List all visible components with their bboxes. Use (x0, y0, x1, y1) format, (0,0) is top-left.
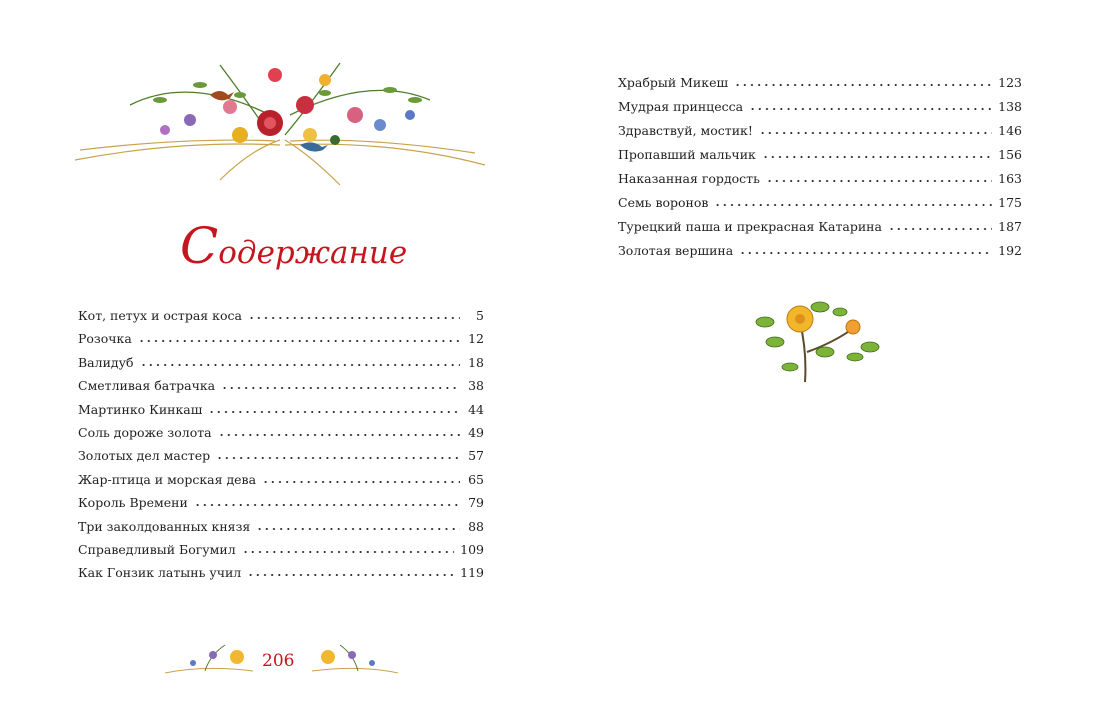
toc-entry[interactable] (618, 171, 1022, 195)
dot-leader (734, 77, 992, 87)
toc-entry-title: Валидуб (78, 354, 134, 370)
toc-entry-page: 49 (468, 424, 484, 440)
toc-entry-page: 123 (998, 75, 1022, 90)
toc-entry-title: Соль дороже золота (78, 424, 212, 440)
toc-entry-page: 109 (460, 541, 484, 557)
toc-entry-page: 5 (476, 308, 484, 323)
toc-entry[interactable] (78, 519, 484, 542)
heading-rest: одержание (218, 235, 408, 271)
dot-leader (140, 357, 461, 367)
toc-entry[interactable] (618, 219, 1022, 243)
dot-leader (759, 125, 992, 135)
page-heading (180, 217, 408, 275)
toc-entry-page: 119 (460, 565, 484, 581)
dot-leader (216, 450, 460, 460)
toc-entry[interactable] (78, 448, 484, 471)
toc-entry-title: Жар-птица и морская дева (78, 471, 257, 487)
toc-entry-page: 65 (468, 471, 484, 487)
toc-entry-page: 192 (998, 243, 1022, 258)
toc-entry-title: Семь воронов (618, 195, 709, 210)
toc-entry-page: 138 (998, 99, 1022, 114)
dot-leader (762, 149, 992, 159)
toc-entry-page: 175 (998, 195, 1022, 210)
toc-entry-page: 146 (998, 123, 1022, 138)
toc-entry[interactable] (78, 542, 484, 565)
toc-entry-page: 18 (468, 354, 484, 370)
toc-entry-title: Храбрый Микеш (618, 75, 729, 90)
toc-entry-title: Три заколдованных князя (78, 518, 251, 534)
dot-leader (248, 310, 460, 320)
toc-entry-title: Золотых дел мастер (78, 448, 211, 464)
dot-leader (714, 197, 992, 207)
toc-entry-page: 57 (468, 448, 484, 464)
dot-leader (888, 221, 992, 231)
toc-left-column (78, 308, 484, 589)
dot-leader (247, 567, 454, 577)
toc-entry-page: 12 (468, 331, 484, 347)
toc-entry-title: Король Времени (78, 495, 188, 511)
toc-entry[interactable] (618, 195, 1022, 219)
toc-entry-title: Здравствуй, мостик! (618, 123, 753, 138)
toc-entry[interactable] (78, 495, 484, 518)
toc-entry-page: 156 (998, 147, 1022, 162)
toc-entry-title: Розочка (78, 331, 132, 347)
toc-entry[interactable] (618, 75, 1022, 99)
toc-entry[interactable] (78, 331, 484, 354)
toc-entry-page: 163 (998, 171, 1022, 186)
dot-leader (256, 521, 460, 531)
toc-entry[interactable] (78, 308, 484, 331)
dot-leader (262, 474, 460, 484)
floral-header-illustration (70, 45, 490, 190)
dot-leader (194, 497, 460, 507)
toc-entry-page: 187 (998, 219, 1022, 234)
toc-entry[interactable] (78, 472, 484, 495)
dot-leader (749, 101, 992, 111)
page-number: 206 (262, 651, 295, 671)
dot-leader (138, 333, 460, 343)
dot-leader (218, 427, 460, 437)
toc-entry[interactable] (618, 243, 1022, 267)
dot-leader (766, 173, 992, 183)
toc-entry[interactable] (78, 565, 484, 588)
toc-entry-page: 88 (468, 518, 484, 534)
dot-leader (208, 404, 460, 414)
footer-ornament-left (165, 635, 255, 680)
footer-ornament-right (310, 635, 400, 680)
toc-entry-title: Наказанная гордость (618, 171, 760, 186)
toc-entry-title: Пропавший мальчик (618, 147, 756, 162)
heading-initial: С (180, 217, 219, 275)
toc-entry[interactable] (78, 425, 484, 448)
toc-entry[interactable] (78, 402, 484, 425)
dot-leader (242, 544, 454, 554)
toc-entry-page: 44 (468, 401, 484, 417)
toc-entry-title: Справедливый Богумил (78, 541, 236, 557)
toc-entry[interactable] (618, 123, 1022, 147)
toc-entry-title: Мудрая принцесса (618, 99, 744, 114)
toc-entry-title: Сметливая батрачка (78, 378, 216, 394)
toc-entry-title: Кот, петух и острая коса (78, 308, 242, 323)
toc-entry-title: Золотая вершина (618, 243, 734, 258)
dot-leader (739, 245, 992, 255)
toc-entry-title: Турецкий паша и прекрасная Катарина (618, 219, 882, 234)
toc-entry-title: Как Гонзик латынь учил (78, 565, 242, 581)
toc-right-column (618, 75, 1022, 267)
toc-entry[interactable] (78, 355, 484, 378)
toc-entry-title: Мартинко Кинкаш (78, 401, 203, 417)
toc-entry[interactable] (618, 99, 1022, 123)
toc-entry[interactable] (78, 378, 484, 401)
dot-leader (221, 380, 460, 390)
rose-illustration (745, 292, 890, 387)
toc-entry[interactable] (618, 147, 1022, 171)
toc-entry-page: 38 (468, 378, 484, 394)
toc-entry-page: 79 (468, 495, 484, 511)
